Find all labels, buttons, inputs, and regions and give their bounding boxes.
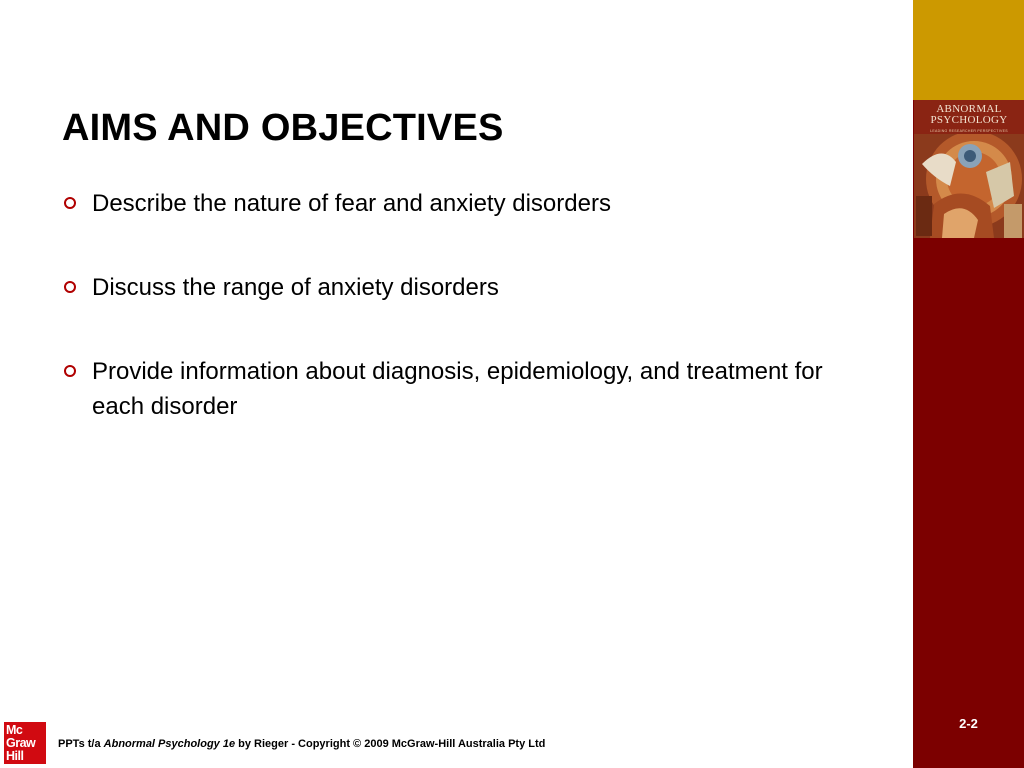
footer-copyright: PPTs t/a Abnormal Psychology 1e by Rieger - Copyright © 2009 McGraw-Hill Australia Pty Ltd — [58, 738, 546, 750]
side-bar-gold-band — [913, 0, 1024, 100]
bullet-text: Describe the nature of fear and anxiety disorders — [92, 190, 611, 217]
book-cover-artwork — [914, 134, 1024, 238]
slide-number: 2-2 — [959, 716, 978, 731]
bullet-list — [62, 186, 842, 473]
book-cover — [914, 100, 1024, 238]
bullet-text: Discuss the range of anxiety disorders — [92, 274, 499, 301]
book-cover-subtitle: LEADING RESEARCHER PERSPECTIVES — [930, 129, 1008, 133]
slide-title: AIMS AND OBJECTIVES — [62, 107, 504, 149]
mcgraw-hill-logo: Mc Graw Hill — [4, 722, 46, 764]
bullet-item — [62, 186, 842, 221]
bullet-item — [62, 354, 842, 424]
bullet-item — [62, 270, 842, 305]
bullet-text: Provide information about diagnosis, epidemiology, and treatment for each disorder — [92, 358, 823, 420]
bullet-circle-icon — [64, 281, 76, 293]
bullet-circle-icon — [64, 365, 76, 377]
side-bar — [913, 0, 1024, 768]
bullet-circle-icon — [64, 197, 76, 209]
book-cover-title: ABNORMAL PSYCHOLOGY — [930, 103, 1008, 126]
